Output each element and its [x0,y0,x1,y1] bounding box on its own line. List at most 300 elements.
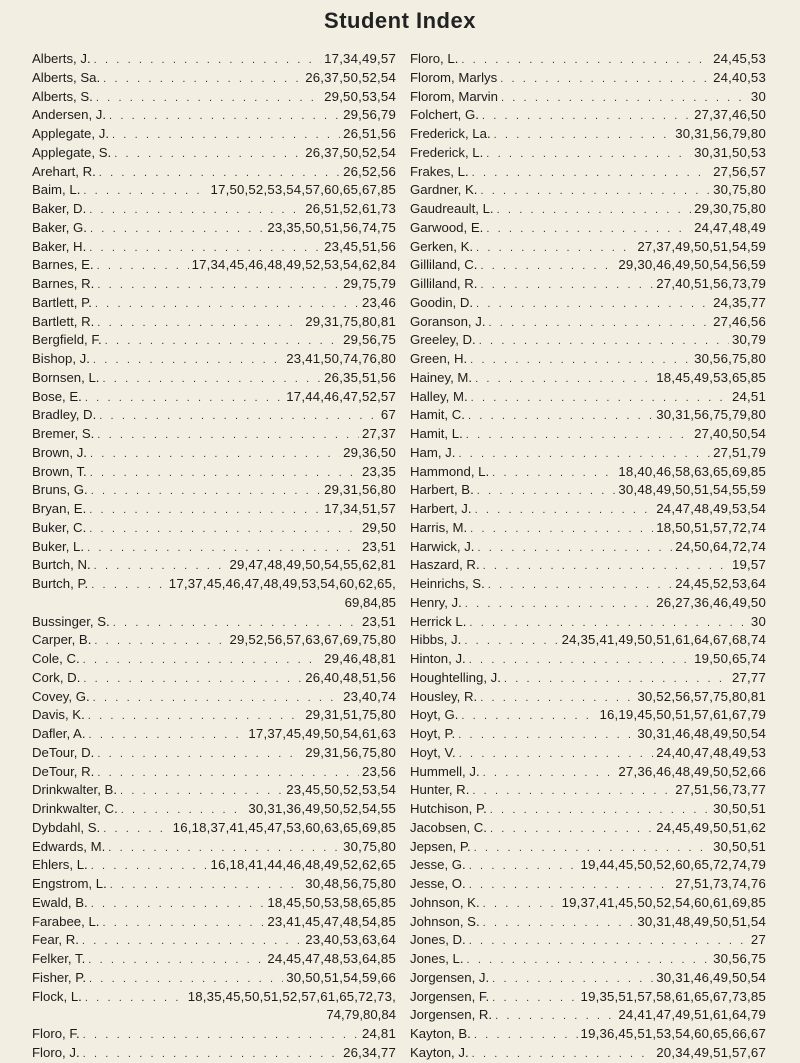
student-name: Buker, L. [32,538,85,554]
dot-leader [488,576,672,594]
index-entry [410,631,766,650]
page-numbers: 30,31,56,79,80 [675,126,766,141]
page-numbers-continued: 74,79,80,84 [326,1007,396,1023]
student-name: Hunter, R. [410,782,470,798]
index-entry [410,463,766,482]
student-name: Gilliland, R. [410,276,478,291]
dot-leader [469,876,672,894]
dot-leader [90,220,264,238]
dot-leader [492,989,577,1007]
student-name: Bruns, G. [32,482,88,498]
dot-leader [88,951,264,969]
page-numbers: 19,37,41,45,50,52,54,60,61,69,85 [561,894,766,910]
index-entry [32,763,396,782]
dot-leader [94,51,321,69]
student-name: Hoyt, V. [410,744,456,760]
dot-leader [497,201,692,219]
page-numbers: 17,34,49,57 [324,51,396,66]
dot-leader [470,520,653,538]
page-numbers: 27,51,79 [713,444,766,460]
student-name: Goranson, J. [410,313,486,329]
index-entry [32,500,396,519]
dot-leader [477,482,616,500]
index-entry [410,69,766,88]
dot-leader [99,164,340,182]
index-entry [32,463,396,482]
index-entry [410,444,766,463]
student-name: Johnson, S. [410,913,480,929]
dot-leader [109,107,340,125]
index-entry [32,425,396,444]
student-name: Hamit, L. [410,426,463,441]
dot-leader [97,426,359,444]
page-numbers: 29,31,56,80 [324,482,396,498]
page-numbers: 19,44,45,50,52,60,65,72,74,79 [580,857,766,873]
dot-leader [108,839,340,857]
student-name: Farabee, L. [32,913,100,929]
student-name: Hibbs, J. [410,632,462,648]
index-entry [32,969,396,988]
page-numbers: 30,31,36,49,50,52,54,55 [248,801,396,816]
page-numbers: 29,56,79 [343,107,396,123]
index-entry [410,219,766,238]
index-entry [32,781,396,800]
page-numbers: 18,45,49,53,65,85 [656,369,766,385]
page-numbers: 29,30,75,80 [694,201,766,216]
student-name: Jorgensen, F. [410,988,490,1004]
index-entry [32,538,396,557]
dot-leader [90,445,340,463]
dot-leader [91,857,208,875]
dot-leader [464,632,558,650]
student-name: Harbert, J. [410,501,472,516]
page-numbers: 30,48,49,50,51,54,55,59 [618,482,766,498]
page-numbers: 24,50,64,72,74 [675,538,766,554]
student-name: Jepsen, P. [410,838,471,854]
page-numbers: 24,40,47,48,49,53 [656,744,766,760]
student-name: Gerken, K. [410,238,474,254]
index-entry [32,219,396,238]
dot-leader [94,557,227,575]
student-name: Floro, F. [32,1026,80,1041]
student-name: Engstrom, L. [32,876,107,891]
student-name: Frederick, L. [410,144,484,160]
dot-leader [91,576,166,595]
index-entry [32,406,396,425]
student-name: Alberts, J. [32,51,91,66]
dot-leader [113,614,359,632]
page-numbers: 23,51 [361,613,396,629]
page-numbers: 30,52,56,57,75,80,81 [637,688,766,704]
page-numbers: 23,35,50,51,56,74,75 [267,219,396,235]
index-entry [410,369,766,388]
dot-leader [465,595,653,613]
dot-leader [89,520,359,538]
student-name: Jorgensen, R. [410,1007,493,1023]
index-entry [32,800,396,819]
dot-leader [114,145,302,163]
student-name: Floro, L. [410,51,459,66]
dot-leader [96,89,321,107]
page-numbers: 29,46,48,81 [324,651,396,666]
index-entry [410,913,766,932]
student-name: Gardner, K. [410,182,478,198]
index-entry [32,1025,396,1044]
page-numbers: 23,41,45,47,48,54,85 [267,913,396,929]
student-name: Ewald, B. [32,894,88,910]
dot-leader [479,332,729,350]
page-numbers: 18,45,50,53,58,65,85 [267,894,396,910]
index-entry [410,819,766,838]
dot-leader [480,182,710,200]
page-numbers: 24,47,48,49,53,54 [656,501,766,516]
index-entry [410,725,766,744]
student-name: Gaudreault, L. [410,201,494,216]
index-entry [32,256,396,275]
student-name: Hummell, J. [410,763,480,779]
student-name: Gilliland, C. [410,257,478,273]
page-numbers: 29,31,56,75,80 [305,744,396,760]
page-numbers: 30,50,51 [713,838,766,854]
dot-leader [97,764,359,782]
page-numbers: 27,36,46,48,49,50,52,66 [618,763,766,779]
student-name: Baim, L. [32,182,81,198]
student-name: Harris, M. [410,519,468,535]
student-name: Hamit, C. [410,407,465,423]
page-numbers: 67 [380,407,396,423]
page-numbers: 30 [750,613,766,629]
student-name: Florom, Marlys [410,69,498,85]
index-entry [410,1025,766,1044]
student-name: Bose, E. [32,388,82,404]
index-entry [410,669,766,688]
index-entry [410,481,766,500]
page-numbers: 16,18,37,41,45,47,53,60,63,65,69,85 [172,819,396,835]
dot-leader [489,314,711,332]
page-numbers: 30,31,48,49,50,51,54 [637,913,766,929]
index-entry [32,688,396,707]
page-numbers: 30,50,51,54,59,66 [286,969,396,985]
page-numbers: 30,31,56,75,79,80 [656,407,766,423]
dot-leader [103,820,169,838]
index-entry [410,988,766,1007]
index-entry [32,313,396,332]
index-entry [32,106,396,125]
index-entry [32,706,396,725]
student-name: Frakes, L. [410,163,469,179]
index-entry [32,819,396,838]
dot-leader [482,107,691,125]
page-numbers: 26,37,50,52,54 [305,69,396,85]
page-numbers: 23,35 [361,463,396,479]
page-numbers: 27,37,49,50,51,54,59 [637,238,766,254]
index-entry [32,950,396,969]
index-entry [32,650,396,669]
index-entry [32,613,396,632]
dot-leader [475,501,654,519]
index-entry [410,406,766,425]
dot-leader [483,895,559,913]
page-numbers: 27,37,46,50 [694,107,766,123]
dot-leader [461,707,596,725]
student-name: Jesse, G. [410,857,466,873]
page-numbers: 23,45,51,56 [324,238,396,254]
index-entry [410,388,766,407]
page-numbers: 29,50,53,54 [324,88,396,104]
student-name: Bishop, J. [32,351,90,366]
student-name: Halley, M. [410,388,468,404]
page-numbers: 27,40,50,54 [694,426,766,441]
page-numbers: 29,36,50 [343,444,396,460]
student-name: Flock, L. [32,988,82,1004]
page-numbers: 30,31,50,53 [694,144,766,160]
student-name: Cole, C. [32,651,80,666]
dot-leader [483,914,635,932]
dot-leader [504,670,729,688]
student-name: Greeley, D. [410,332,476,348]
student-name: Garwood, E. [410,219,484,235]
page-numbers: 30,56,75 [713,951,766,966]
student-name: Jones, D. [410,932,466,948]
page-numbers: 17,44,46,47,52,57 [286,388,396,404]
dot-leader [458,445,710,463]
student-name: Baker, G. [32,219,87,235]
index-entry [410,875,766,894]
page-numbers: 29,52,56,57,63,67,69,75,80 [229,632,396,648]
page-numbers: 26,51,56 [343,126,396,141]
dot-leader [469,651,691,669]
page-numbers: 19,50,65,74 [694,651,766,666]
index-entry [32,275,396,294]
index-entry [410,313,766,332]
student-name: Brown, J. [32,444,87,460]
student-name: Herrick L. [410,613,467,629]
page-numbers: 24,45,52,53,64 [675,576,766,591]
index-entry [410,763,766,782]
index-entry [410,106,766,125]
index-entry [32,894,396,913]
dot-leader [480,689,634,707]
index-entry [32,519,396,538]
page-numbers: 29,30,46,49,50,54,56,59 [618,257,766,273]
page-numbers: 27,40,51,56,73,79 [656,276,766,291]
dot-leader [466,426,691,444]
dot-leader [102,914,264,932]
page-numbers: 29,47,48,49,50,54,55,62,81 [229,557,396,573]
index-entry [410,275,766,294]
page-numbers: 23,51 [361,538,396,554]
student-name: Hainey, M. [410,369,473,385]
dot-leader [95,295,359,313]
index-entry [32,181,396,200]
index-entry [32,875,396,894]
page-numbers: 30,48,56,75,80 [305,876,396,891]
index-entry [32,388,396,407]
page-numbers: 24,45,49,50,51,62 [656,819,766,835]
student-name: Floro, J. [32,1044,80,1060]
index-entry [410,125,766,144]
page-numbers: 17,34,45,46,48,49,52,53,54,62,84 [191,257,396,273]
index-entry [410,163,766,182]
page-numbers: 29,31,51,75,80 [305,707,396,723]
page-numbers: 17,34,51,57 [324,501,396,516]
student-name: Johnson, K. [410,894,480,910]
dot-leader [120,782,283,800]
student-name: Jacobsen, C. [410,819,487,835]
dot-leader [89,970,283,988]
student-name: Houghtelling, J. [410,669,501,685]
index-entry [410,256,766,275]
dot-leader [500,70,710,88]
index-entry [410,969,766,988]
index-entry [410,350,766,369]
page-numbers: 20,34,49,51,57,67 [656,1044,766,1060]
page-numbers: 23,46 [361,294,396,310]
dot-leader [88,707,302,725]
dot-leader [492,464,615,482]
page-title: Student Index [324,8,476,33]
student-name: Frederick, La. [410,126,491,141]
dot-leader [83,1045,340,1063]
index-entry [410,744,766,763]
index-entry [32,50,396,69]
dot-leader [89,201,302,219]
dot-leader [494,126,673,144]
dot-leader [85,989,185,1008]
student-name: Arehart, R. [32,163,96,179]
page-numbers: 23,40,74 [343,688,396,704]
page-numbers: 23,45,50,52,53,54 [286,782,396,798]
index-entry [32,444,396,463]
index-entry [410,50,766,69]
dot-leader [90,464,359,482]
dot-leader [468,407,653,425]
student-name: Henry, J. [410,594,462,610]
index-entry [410,238,766,257]
index-entry [410,200,766,219]
page-numbers: 26,51,52,61,73 [305,201,396,216]
dot-leader [94,632,226,650]
dot-leader [492,970,653,988]
page-numbers: 19,57 [731,557,766,573]
dot-leader [97,745,302,763]
index-entry [410,425,766,444]
index-entry [32,988,396,1026]
student-name: Bremer, S. [32,426,95,441]
index-entry [410,838,766,857]
page-numbers: 24,47,48,49 [694,219,766,235]
page-numbers: 24,45,47,48,53,64,85 [267,951,396,966]
index-entry [32,669,396,688]
student-name: Bartlett, P. [32,294,92,310]
page-numbers: 27,51,73,74,76 [675,876,766,891]
page-numbers: 30 [750,88,766,104]
page-numbers: 30,31,46,49,50,54 [656,969,766,985]
student-name: Barnes, R. [32,276,95,291]
page-numbers: 17,50,52,53,54,57,60,65,67,85 [210,182,396,198]
dot-leader [83,651,321,669]
page-numbers: 27,46,56 [713,313,766,329]
page-numbers: 27 [750,932,766,948]
dot-leader [483,557,729,575]
dot-leader [458,726,634,744]
dot-leader [495,1007,615,1025]
page-numbers: 24,35,41,49,50,51,61,64,67,68,74 [561,632,766,648]
dot-leader [97,314,302,332]
student-name: Bartlett, R. [32,313,95,329]
student-name: Drinkwalter, C. [32,801,118,816]
student-name: Hutchison, P. [410,801,487,816]
student-name: Hoyt, P. [410,726,456,741]
index-entry [410,556,766,575]
page-numbers: 19,35,51,57,58,61,65,67,73,85 [580,988,766,1004]
student-name: Dybdahl, S. [32,819,101,835]
dot-leader [469,932,748,950]
index-entry [32,931,396,950]
student-name: Florom, Marvin [410,88,498,104]
student-name: Ehlers, L. [32,857,88,873]
student-name: Harbert, B. [410,482,474,498]
student-name: Barnes, E. [32,257,94,273]
dot-leader [472,782,672,800]
student-name: Applegate, S. [32,144,112,160]
page-numbers: 18,40,46,58,63,65,69,85 [618,463,766,479]
student-name: Fear, R. [32,932,79,948]
dot-leader [89,726,246,744]
dot-leader [476,295,710,313]
page-numbers: 23,41,50,74,76,80 [286,351,396,366]
page-numbers: 30,56,75,80 [694,351,766,366]
index-entry [410,1044,766,1063]
page-numbers: 24,35,77 [713,294,766,310]
page-numbers: 16,19,45,50,51,57,61,67,79 [599,707,766,723]
index-entry [32,125,396,144]
student-name: Edwards, M. [32,838,106,854]
student-name: Bornsen, L. [32,369,100,385]
page-numbers: 17,37,45,46,47,48,49,53,54,60,62,65, [168,576,396,591]
dot-leader [486,145,691,163]
dot-leader [490,820,653,838]
page-numbers-continued: 69,84,85 [344,594,396,610]
student-name: Bergfield, F. [32,332,102,348]
student-name: Heinrichs, S. [410,576,485,591]
page-numbers: 30,75,80 [343,838,396,854]
student-name: Burtch, P. [32,576,89,591]
dot-leader [470,351,691,369]
index-entry [410,856,766,875]
dot-leader [97,276,340,294]
index-entry [410,144,766,163]
student-name: Harwick, J. [410,538,475,554]
index-entry [410,500,766,519]
page-numbers: 29,31,75,80,81 [305,313,396,329]
student-name: Bussinger, S. [32,613,110,629]
dot-leader [83,670,302,688]
index-entry [410,575,766,594]
index-entry [32,856,396,875]
page-numbers: 23,40,53,63,64 [305,932,396,948]
page-numbers: 24,41,47,49,51,61,64,79 [618,1007,766,1023]
student-name: Haszard, R. [410,557,480,573]
dot-leader [476,239,634,257]
index-entry [32,163,396,182]
page-numbers: 30,50,51 [713,801,766,816]
student-name: Cork, D. [32,669,81,685]
dot-leader [475,370,653,388]
dot-leader [472,1045,654,1063]
index-entry [410,894,766,913]
index-entry [410,706,766,725]
